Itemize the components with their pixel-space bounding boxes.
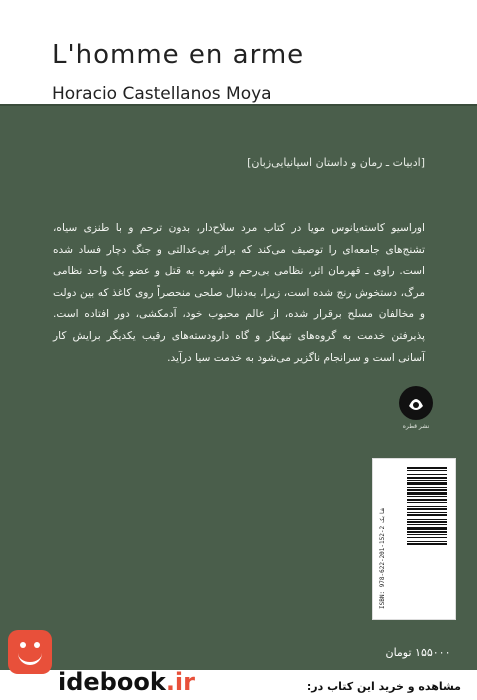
book-title: L'homme en arme [52, 40, 305, 70]
book-author: Horacio Castellanos Moya [52, 84, 272, 104]
book-description: اوراسیو کاسته‌یانوس مویا در کتاب مرد سلاح‌دار، بدون ترحم و با طنزی سیاه، تشنج‌های جامعه‌ای را توصیف می‌کند که براثر بی‌عدالتی و جنگ دچار فساد شده است. راوی ـ قهرمان اثر، نظامی بی‌رحم و شهره به قتل و عضو یک واحد نظامی مرگ، دستخوش رنج شده است، زیرا، به‌دنبال صلحی منحصراً روی کاغذ که بین دولت و مخالفان مسلح برقرار شده، از عالم محبوب خود، آدمکشی، دور افتاده است. پذیرفتن خدمت به گروه‌های تبهکار و گاه دارودسته‌های رقیب یکدیگر برایش کار آسانی است و سرانجام ناگزیر می‌شود به خدمت سیا درآید. [53, 222, 425, 364]
price: ۱۵۵۰۰۰ تومان [385, 646, 451, 659]
panel-divider [0, 104, 477, 106]
barcode-bars [407, 467, 447, 611]
publisher-logo-icon [399, 386, 433, 420]
publisher-name: نشر قطره [402, 423, 430, 430]
promo-text: مشاهده و خرید این کتاب در: [306, 680, 461, 693]
isbn-text: ISBN: 978-622-201-152-2 شابک [379, 507, 386, 609]
barcode-stripe [407, 545, 447, 547]
site-name-prefix: idebook [58, 668, 166, 696]
publisher-block [396, 386, 436, 430]
book-category: [ادبیات ـ رمان و داستان اسپانیایی‌زبان] [247, 156, 425, 169]
site-name-link[interactable] [58, 668, 195, 696]
smiley-face-icon[interactable] [8, 630, 52, 674]
barcode [372, 458, 456, 620]
cover-header [0, 0, 477, 104]
site-name-suffix: .ir [165, 668, 195, 696]
